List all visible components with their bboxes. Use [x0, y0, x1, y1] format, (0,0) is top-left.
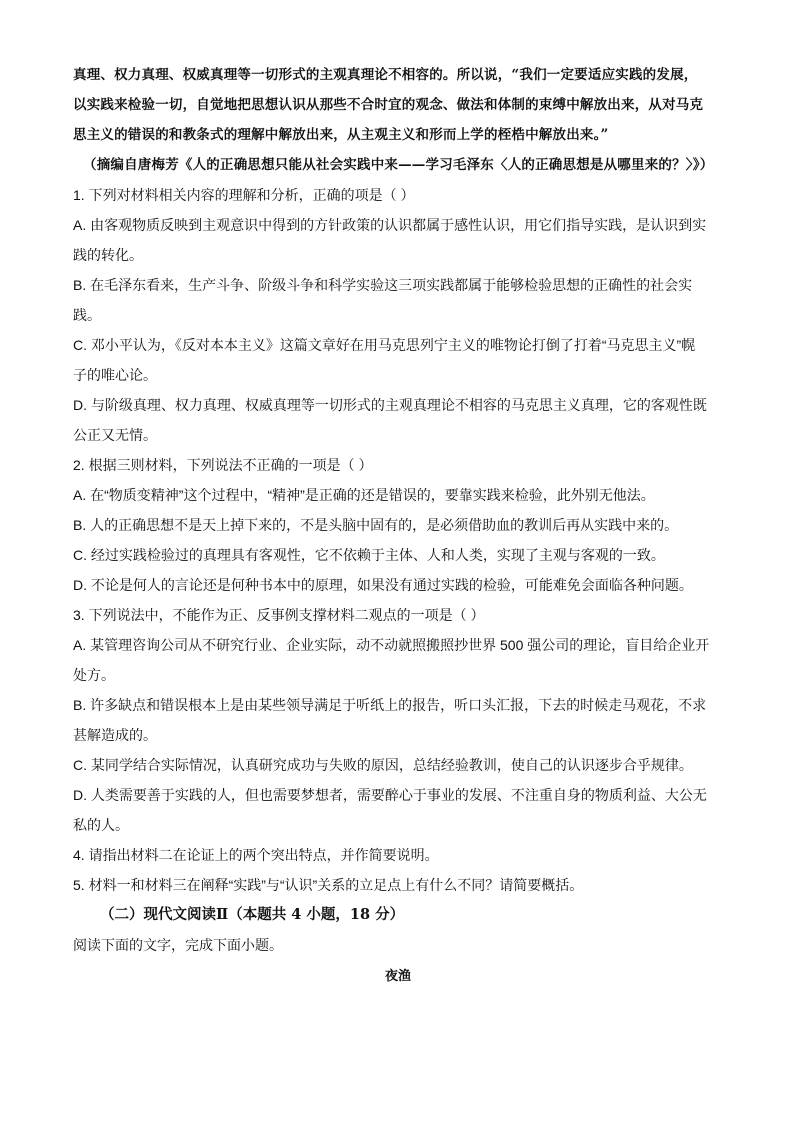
section-heading: （二）现代文阅读Ⅱ（本题共 4 小题，18 分）: [100, 906, 405, 923]
quote-line: 以实践来检验一切，自觉地把思想认识从那些不合时宜的观念、做法和体制的束缚中解放出来，从对马克: [73, 97, 704, 113]
quote-line: 思主义的错误的和教条式的理解中解放出来，从主观主义和形而上学的桎梏中解放出来。”: [73, 127, 609, 143]
question-option: 践的转化。: [73, 247, 143, 263]
question-option: 践。: [73, 307, 101, 323]
question-option: C. 经过实践检验过的真理具有客观性，它不依赖于主体、人和人类，实现了主观与客观的一致。: [73, 547, 665, 563]
question-option: D. 与阶级真理、权力真理、权威真理等一切形式的主观真理论不相容的马克思主义真理，它的客观性既: [73, 397, 707, 413]
section-instruction: 阅读下面的文字，完成下面小题。: [73, 937, 283, 953]
question-option: A. 某管理咨询公司从不研究行业、企业实际，动不动就照搬照抄世界 500 强公司的理论，盲目给企业开: [73, 637, 710, 653]
question-option: B. 在毛泽东看来，生产斗争、阶级斗争和科学实验这三项实践都属于能够检验思想的正确性的社会实: [73, 277, 693, 293]
question-stem: 3. 下列说法中，不能作为正、反事例支撑材料二观点的一项是（ ）: [73, 607, 485, 623]
question-option: B. 人的正确思想不是天上掉下来的，不是头脑中固有的，是必须借助血的教训后再从实践中来的。: [73, 517, 679, 533]
question-stem: 1. 下列对材料相关内容的理解和分析，正确的项是（ ）: [73, 187, 415, 203]
question-option: A. 由客观物质反映到主观意识中得到的方针政策的认识都属于感性认识，用它们指导实践，是认识到实: [73, 217, 707, 233]
question-option: D. 人类需要善于实践的人，但也需要梦想者，需要醉心于事业的发展、不注重自身的物质利益、大公无: [73, 787, 707, 803]
quote-source: （摘编自唐梅芳《人的正确思想只能从社会实践中来——学习毛泽东〈人的正确思想是从哪里来的？〉》）: [83, 157, 714, 173]
article-title: 夜渔: [384, 969, 411, 984]
question-option: C. 某同学结合实际情况，认真研究成功与失败的原因，总结经验教训，使自己的认识逐步合乎规律。: [73, 757, 693, 773]
question-option: D. 不论是何人的言论还是何种书本中的原理，如果没有通过实践的检验，可能难免会面临各种问题。: [73, 577, 693, 593]
question-option: 处方。: [73, 667, 115, 683]
question-option: B. 许多缺点和错误根本上是由某些领导满足于听纸上的报告，听口头汇报，下去的时候走马观花，不求: [73, 697, 707, 713]
question-option: C. 邓小平认为，《反对本本主义》这篇文章好在用马克思列宁主义的唯物论打倒了打着“马克思主义”幌: [73, 337, 696, 353]
quote-line: 真理、权力真理、权威真理等一切形式的主观真理论不相容的。所以说，“我们一定要适应实践的发展，: [73, 67, 698, 83]
question-stem: 2. 根据三则材料，下列说法不正确的一项是（ ）: [73, 457, 373, 473]
question-stem: 4. 请指出材料二在论证上的两个突出特点，并作简要说明。: [73, 847, 439, 863]
question-option: 私的人。: [73, 817, 129, 833]
question-option: 公正又无情。: [73, 427, 157, 443]
question-option: A. 在“物质变精神”这个过程中，“精神”是正确的还是错误的，要靠实践来检验，此外别无他法。: [73, 487, 655, 503]
question-option: 子的唯心论。: [73, 367, 157, 383]
question-option: 甚解造成的。: [73, 727, 157, 743]
question-stem: 5. 材料一和材料三在阐释“实践”与“认识”关系的立足点上有什么不同？请简要概括。: [73, 877, 584, 893]
